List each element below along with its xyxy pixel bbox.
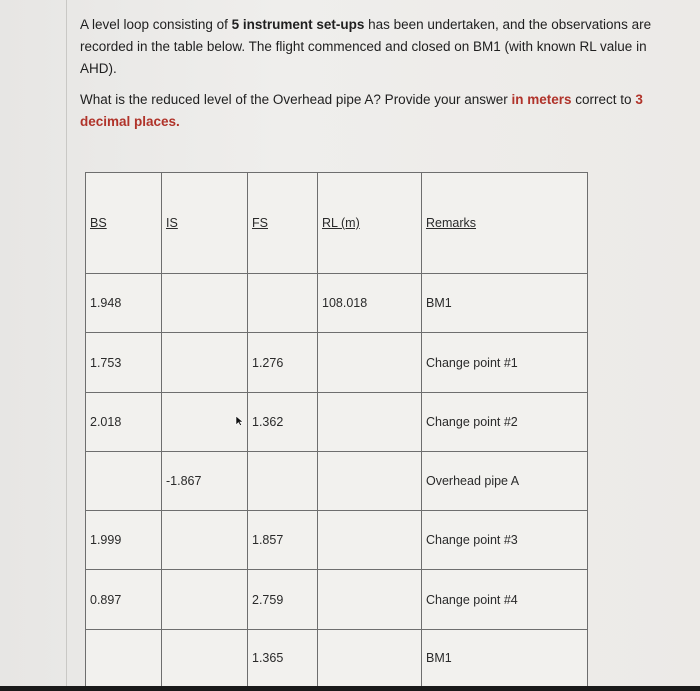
cell-fs-value: 1.362	[252, 414, 284, 429]
table-row	[86, 274, 588, 333]
cell-remarks-value: Change point #4	[426, 592, 518, 607]
cell-bs-value: 0.897	[90, 592, 122, 607]
cell-remarks-value: BM1	[426, 650, 452, 665]
table-row	[86, 333, 588, 392]
cell-is	[162, 629, 248, 686]
prompt-text-start: What is the reduced level of the Overhead pipe A? Provide your answer	[80, 92, 512, 107]
prompt-text-middle: correct to	[571, 92, 636, 107]
cell-fs-value: 1.365	[252, 650, 284, 665]
cell-is	[162, 511, 248, 570]
left-margin-rule	[66, 0, 67, 691]
header-is-label: IS	[166, 216, 178, 231]
cell-bs	[86, 629, 162, 686]
cell-bs	[86, 333, 162, 392]
intro-text-end: has been undertaken, and the observations are recorded in the table below. The flight commenced and closed on BM1 (with known RL value in AHD).	[80, 17, 652, 76]
cell-is	[162, 570, 248, 629]
cell-remarks	[422, 333, 588, 392]
header-fs	[248, 173, 318, 274]
cell-rl	[318, 570, 422, 629]
cell-fs	[248, 511, 318, 570]
cell-fs-value: 2.759	[252, 592, 284, 607]
prompt-accent-decimals: decimal places.	[80, 114, 180, 129]
table-row	[86, 451, 588, 510]
table-header-row	[86, 173, 588, 274]
cell-fs-value: 1.857	[252, 533, 284, 548]
header-rl-label: RL (m)	[322, 216, 360, 231]
cell-fs	[248, 629, 318, 686]
cell-bs	[86, 451, 162, 510]
table-row	[86, 392, 588, 451]
cell-fs	[248, 392, 318, 451]
cell-is	[162, 274, 248, 333]
cell-remarks-value: Change point #3	[426, 533, 518, 548]
cell-bs	[86, 392, 162, 451]
cell-remarks-value: Change point #1	[426, 355, 518, 370]
cell-bs	[86, 570, 162, 629]
cell-bs-value: 1.999	[90, 533, 122, 548]
intro-bold-setups: 5 instrument set-ups	[231, 17, 365, 32]
cell-remarks	[422, 570, 588, 629]
cell-bs-value: 1.753	[90, 355, 122, 370]
mouse-pointer-icon	[235, 415, 244, 426]
header-rl	[318, 173, 422, 274]
header-bs	[86, 173, 162, 274]
cell-remarks	[422, 451, 588, 510]
cell-fs	[248, 570, 318, 629]
cell-is	[162, 451, 248, 510]
header-is	[162, 173, 248, 274]
bottom-edge-bar	[0, 686, 700, 691]
header-bs-label: BS	[90, 216, 107, 231]
cell-bs-value: 1.948	[90, 296, 122, 311]
cell-rl-value: 108.018	[322, 296, 368, 311]
cell-is-value: -1.867	[166, 474, 202, 489]
header-fs-label: FS	[252, 216, 268, 231]
table-row	[86, 570, 588, 629]
cell-remarks	[422, 629, 588, 686]
cell-rl	[318, 392, 422, 451]
cell-rl	[318, 333, 422, 392]
prompt-accent-number: 3	[635, 92, 643, 107]
cell-fs	[248, 274, 318, 333]
question-intro-paragraph	[80, 14, 670, 80]
table-row	[86, 629, 588, 686]
cell-fs	[248, 451, 318, 510]
cell-bs	[86, 511, 162, 570]
prompt-accent-units: in meters	[511, 92, 572, 107]
cell-fs-value: 1.276	[252, 355, 284, 370]
table-row	[86, 511, 588, 570]
cell-remarks	[422, 274, 588, 333]
header-remarks-label: Remarks	[426, 216, 477, 231]
cell-remarks-value: Overhead pipe A	[426, 474, 520, 489]
intro-text-start: A level loop consisting of	[80, 17, 232, 32]
cell-remarks	[422, 511, 588, 570]
cell-rl	[318, 629, 422, 686]
cell-rl	[318, 451, 422, 510]
cell-bs-value: 2.018	[90, 414, 122, 429]
cell-bs	[86, 274, 162, 333]
cell-rl	[318, 274, 422, 333]
cell-remarks	[422, 392, 588, 451]
cell-fs	[248, 333, 318, 392]
levelling-table	[85, 172, 588, 686]
cell-remarks-value: BM1	[426, 296, 452, 311]
header-remarks	[422, 173, 588, 274]
cell-remarks-value: Change point #2	[426, 414, 518, 429]
cell-rl	[318, 511, 422, 570]
cell-is	[162, 333, 248, 392]
question-prompt-paragraph	[80, 89, 670, 133]
